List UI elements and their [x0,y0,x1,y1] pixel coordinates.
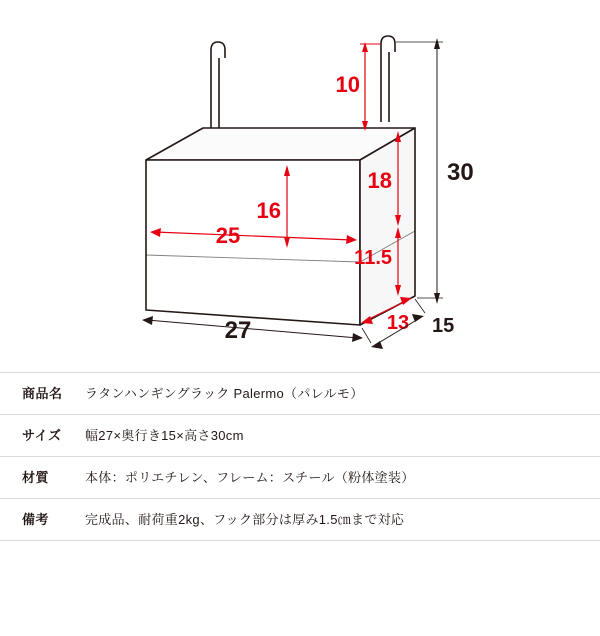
dimension-hook-height [360,42,381,131]
spec-value-product-name: ラタンハンギングラック Palermo（パレルモ） [85,386,364,401]
hook-left [211,42,225,130]
spec-label-product-name: 商品名 [22,386,63,401]
dimension-label-18: 18 [367,168,392,193]
dimension-label-27: 27 [224,317,252,344]
dimension-label-13: 13 [386,312,410,334]
spec-row-product-name [0,372,600,415]
spec-value-material: 本体：ポリエチレン、フレーム：スチール（粉体塗装） [85,470,415,485]
dimension-label-16: 16 [256,198,281,223]
spec-row-material [0,457,600,499]
dimension-label-15: 15 [432,315,455,337]
spec-row-remarks [0,499,600,541]
dimension-label-25: 25 [215,223,241,248]
spec-label-size: サイズ [22,428,62,443]
spec-value-size: 幅27×奥行き15×高さ30cm [85,428,244,443]
spec-label-remarks: 備考 [22,512,50,527]
basket-body [146,128,415,325]
spec-row-size [0,415,600,457]
spec-value-remarks: 完成品、耐荷重2kg、フック部分は厚み1.5㎝まで対応 [85,512,405,527]
hook-right [381,36,395,122]
dimension-label-11-5: 11.5 [354,247,392,269]
dimension-label-10: 10 [335,72,360,97]
dimension-label-30: 30 [447,159,474,186]
specification-table [0,372,600,541]
spec-label-material: 材質 [22,470,50,485]
